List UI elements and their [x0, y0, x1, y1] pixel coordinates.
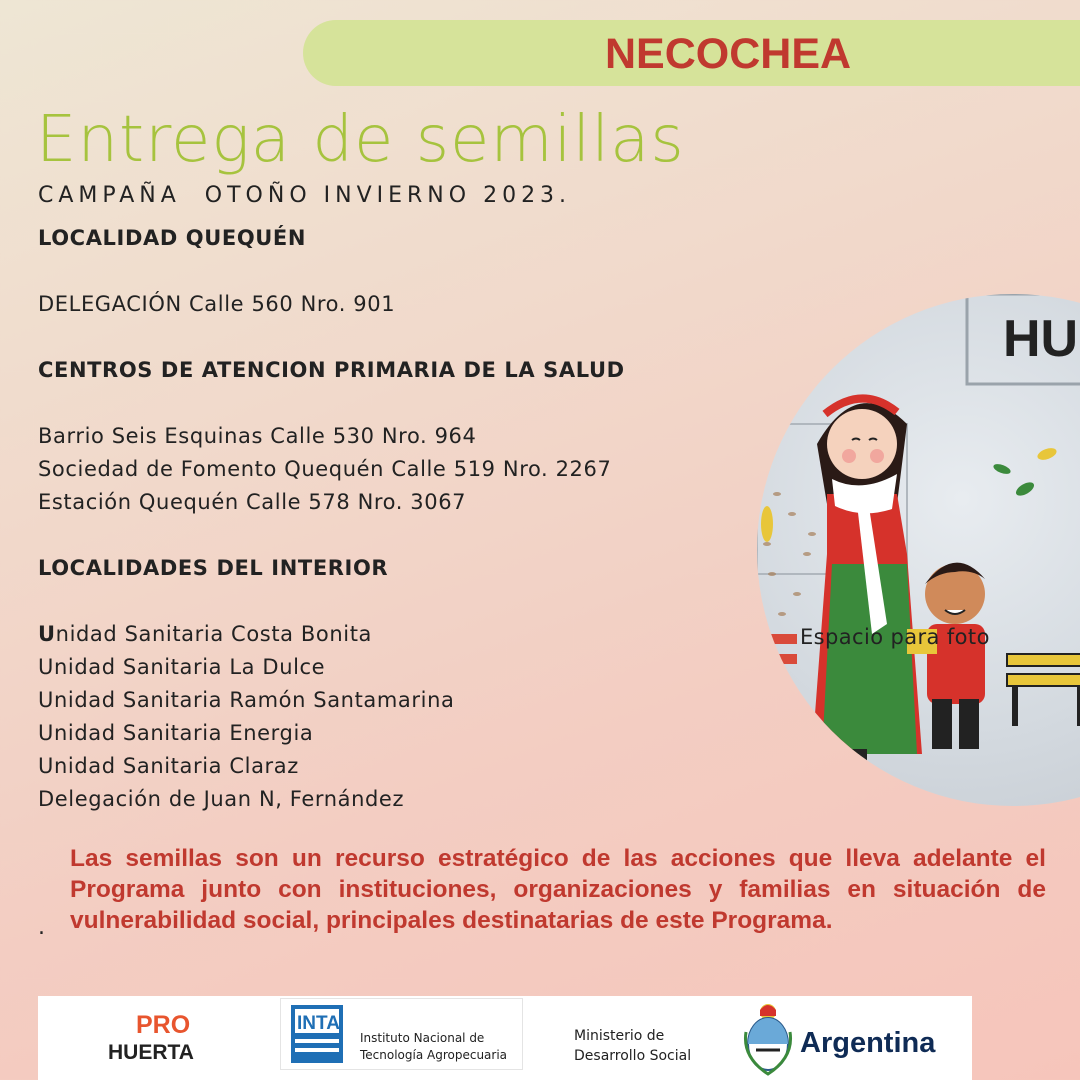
inta-name-line1: Instituto Nacional de [360, 1031, 485, 1045]
interior-initial: U [38, 622, 56, 646]
caps-item: Estación Quequén Calle 578 Nro. 3067 [38, 490, 467, 514]
delegacion-address: DELEGACIÓN Calle 560 Nro. 901 [38, 292, 396, 316]
caps-item: Sociedad de Fomento Quequén Calle 519 Nro. 2267 [38, 457, 612, 481]
programa-quote: Las semillas son un recurso estratégico de las acciones que lleva adelante el Programa junto con instituciones, organizaciones y familias en situación de vulnerabilidad social, principales destinatarias de este Programa. [70, 845, 1046, 934]
interior-item: Unidad Sanitaria Energia [38, 721, 314, 745]
interior-item: Unidad Sanitaria La Dulce [38, 655, 326, 679]
interior-rest: nidad Sanitaria Costa Bonita [55, 622, 372, 646]
interior-item: Unidad Sanitaria Claraz [38, 754, 299, 778]
quote-bullet: . [38, 915, 45, 940]
ministerio-logo [572, 1022, 712, 1066]
interior-item: Delegación de Juan N, Fernández [38, 787, 405, 811]
interior-item: Unidad Sanitaria Ramón Santamarina [38, 688, 455, 712]
seed-packet-illustration [757, 294, 1080, 806]
page-title: Entrega de semillas [36, 103, 685, 177]
inta-logo [290, 1004, 522, 1066]
campaign-subtitle: CAMPAÑA OTOÑO INVIERNO 2023. [38, 183, 572, 208]
prohuerta-logo-bottom: HUERTA [108, 1041, 194, 1064]
photo-caption: Espacio para foto [800, 625, 990, 649]
argentina-logo [798, 1020, 938, 1064]
argentina-shield-icon [742, 1002, 794, 1078]
inta-mark-text: INTA [297, 1013, 340, 1034]
photo-circle [757, 294, 1080, 806]
caps-item: Barrio Seis Esquinas Calle 530 Nro. 964 [38, 424, 477, 448]
section-heading-quequen: LOCALIDAD QUEQUÉN [38, 226, 307, 250]
prohuerta-logo [100, 1008, 220, 1068]
ministerio-line2: Desarrollo Social [574, 1048, 692, 1064]
prohuerta-logo-top: PRO [136, 1011, 191, 1039]
ministerio-line1: Ministerio de [574, 1028, 665, 1044]
woman-figure [812, 398, 922, 761]
interior-item [38, 618, 758, 651]
packet-label: HU [1003, 310, 1079, 368]
section-heading-caps: CENTROS DE ATENCION PRIMARIA DE LA SALUD [38, 358, 625, 382]
bench [1007, 654, 1080, 726]
argentina-wordmark: Argentina [800, 1027, 936, 1059]
locations-list [38, 222, 758, 816]
section-heading-interior: LOCALIDADES DEL INTERIOR [38, 556, 389, 580]
city-name: NECOCHEA [605, 30, 852, 78]
inta-name-line2: Tecnología Agropecuaria [360, 1048, 508, 1062]
